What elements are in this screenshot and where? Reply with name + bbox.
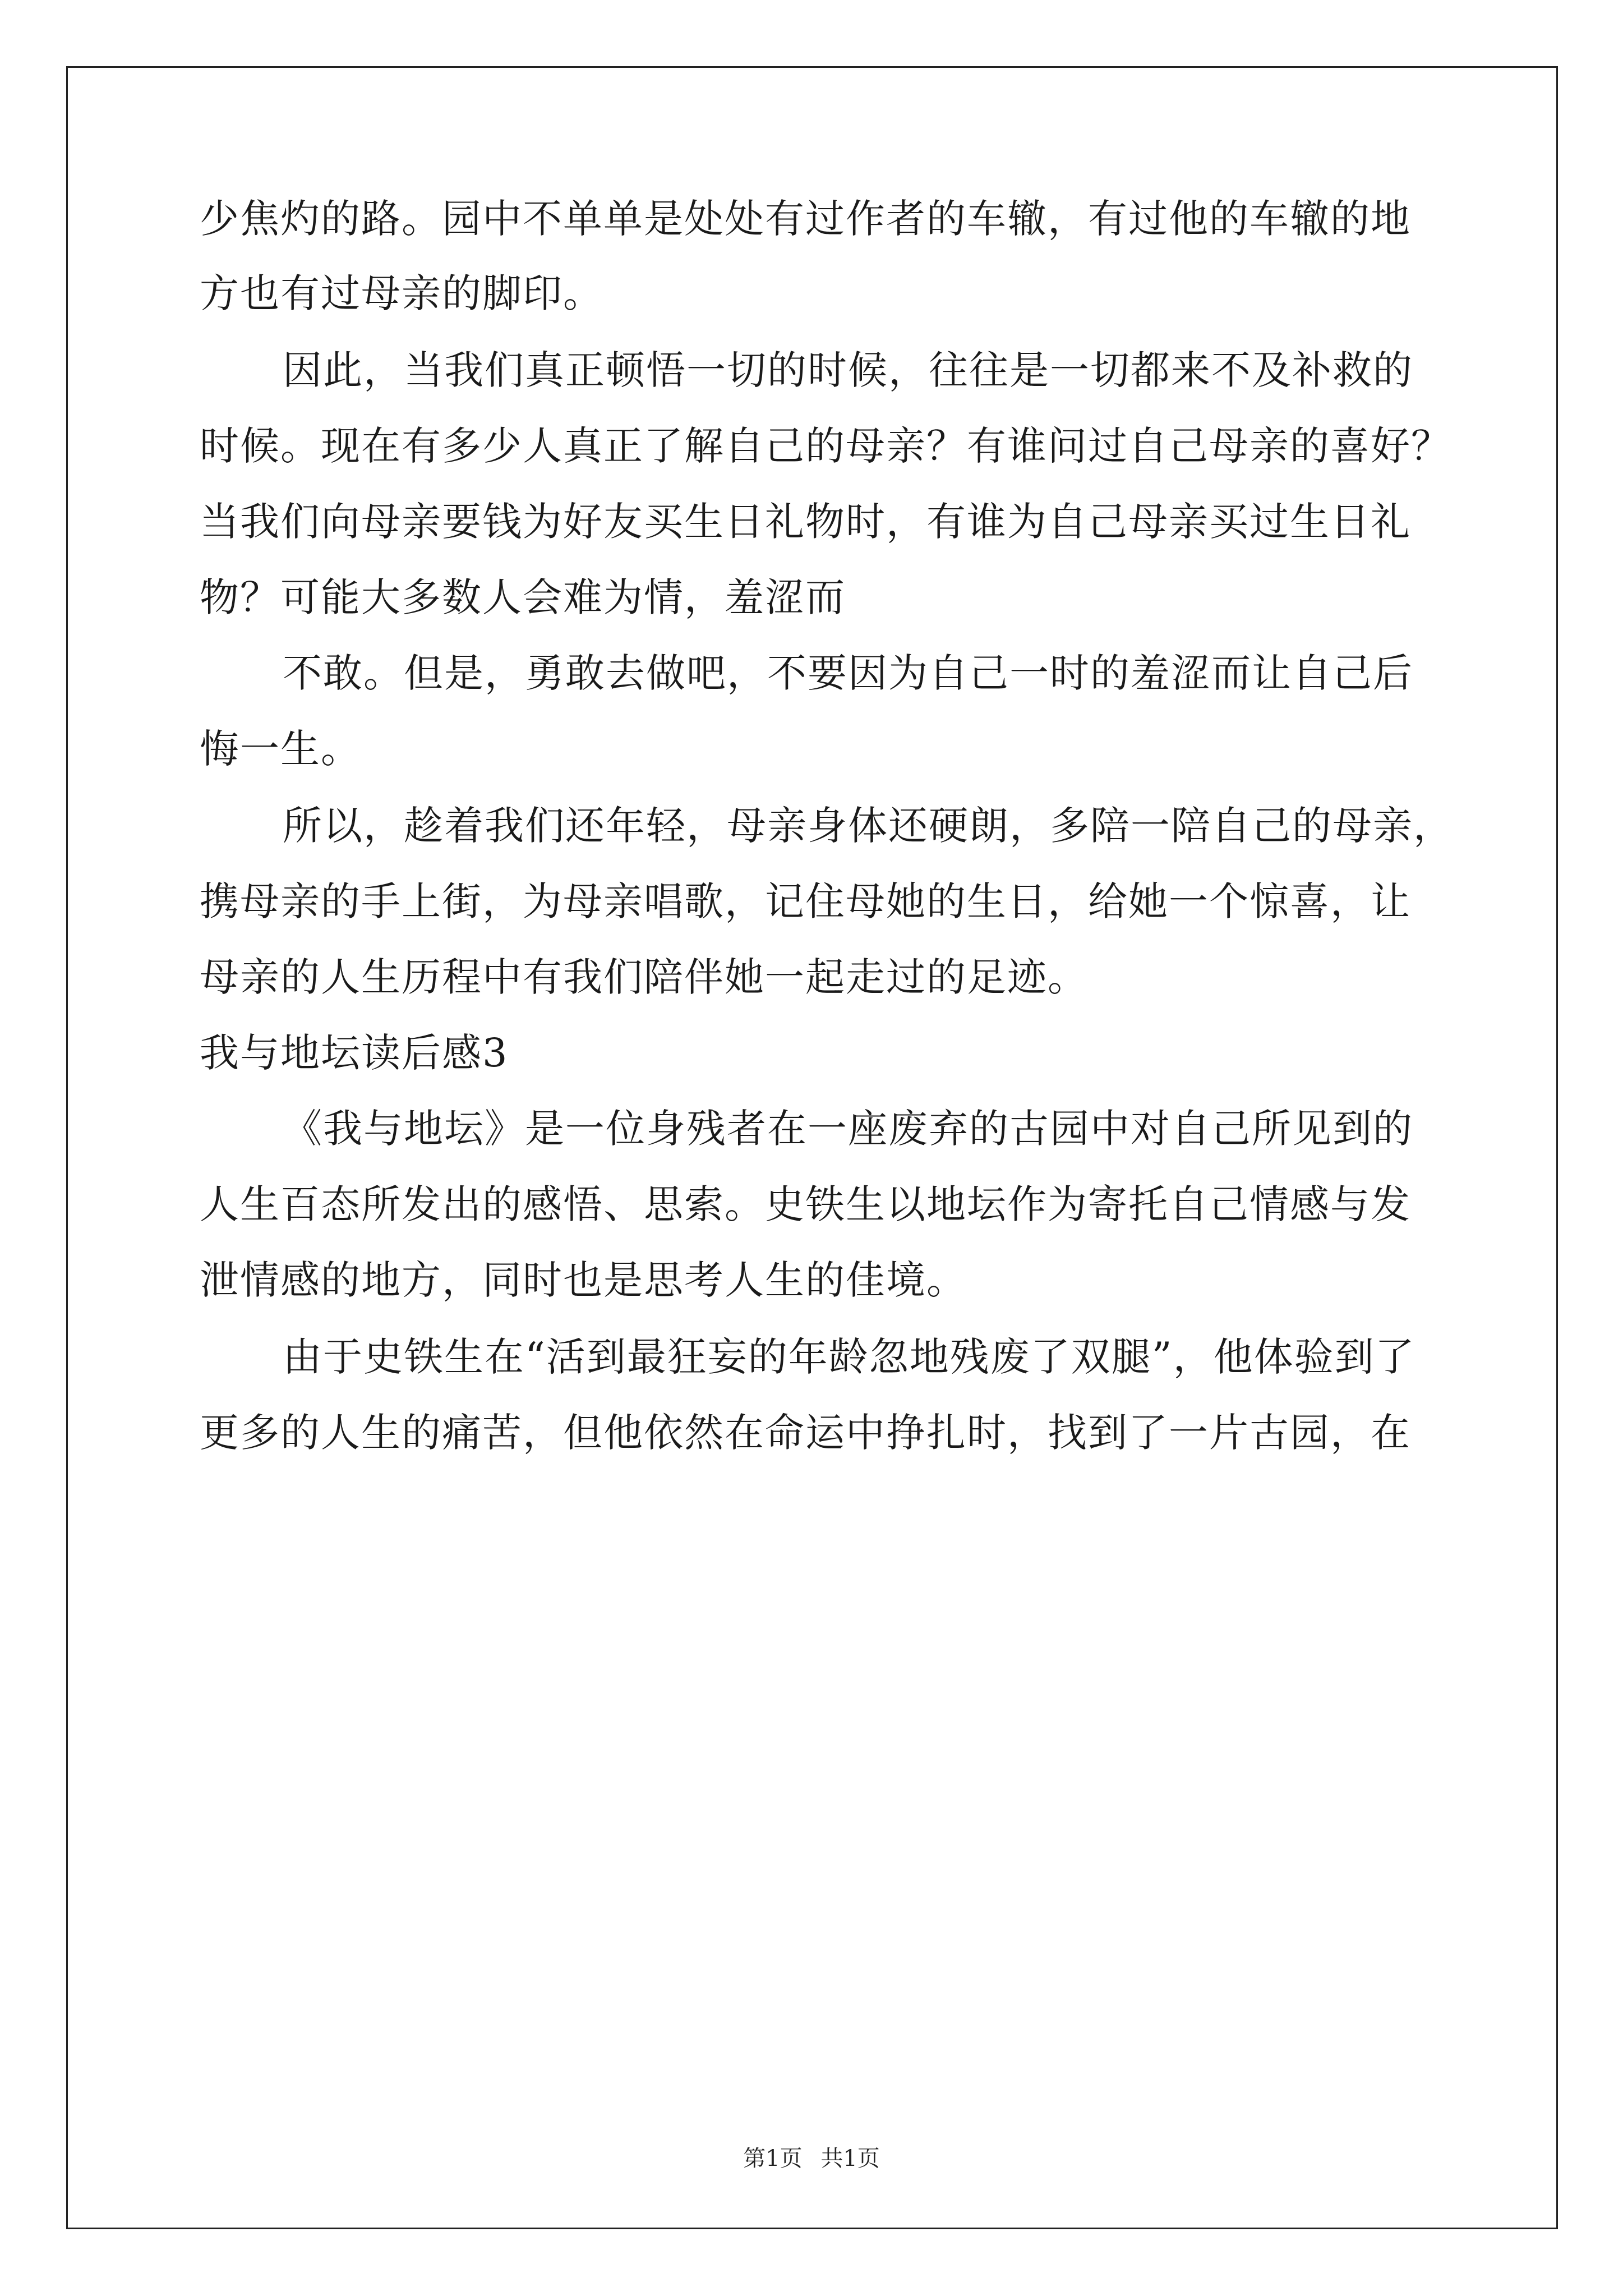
text-line: 少焦灼的路。园中不单单是处处有过作者的车辙，有过他的车辙的地	[200, 196, 1411, 242]
text-line: 更多的人生的痛苦，但他依然在命运中挣扎时，找到了一片古园，在	[200, 1410, 1411, 1456]
text-line: 泄情感的地方，同时也是思考人生的佳境。	[200, 1257, 967, 1303]
paragraph-first-line: 由于史铁生在“活到最狂妄的年龄忽地残废了双腿”，他体验到了	[283, 1334, 1415, 1380]
text-line: 方也有过母亲的脚印。	[200, 270, 603, 316]
section-heading: 我与地坛读后感3	[200, 1030, 509, 1076]
page-total: 共1页	[820, 2146, 880, 2171]
text-line: 物？可能大多数人会难为情，羞涩而	[200, 574, 846, 620]
paragraph-first-line: 所以，趁着我们还年轻，母亲身体还硬朗，多陪一陪自己的母亲，	[283, 803, 1454, 849]
text-line: 时候。现在有多少人真正了解自己的母亲？有谁问过自己母亲的喜好？	[200, 423, 1451, 469]
text-line: 人生百态所发出的感悟、思索。史铁生以地坛作为寄托自己情感与发	[200, 1181, 1411, 1227]
paragraph-first-line: 《我与地坛》是一位身残者在一座废弃的古园中对自己所见到的	[283, 1106, 1413, 1152]
paragraph-first-line: 因此，当我们真正顿悟一切的时候，往往是一切都来不及补救的	[283, 347, 1413, 393]
text-line: 悔一生。	[200, 726, 361, 772]
page-footer	[0, 2142, 1623, 2175]
text-line: 当我们向母亲要钱为好友买生日礼物时，有谁为自己母亲买过生日礼	[200, 499, 1411, 545]
text-line: 母亲的人生历程中有我们陪伴她一起走过的足迹。	[200, 954, 1088, 1000]
text-line: 携母亲的手上街，为母亲唱歌，记住母她的生日，给她一个惊喜，让	[200, 878, 1411, 924]
paragraph-first-line: 不敢。但是，勇敢去做吧，不要因为自己一时的羞涩而让自己后	[283, 650, 1413, 696]
page-number: 第1页	[743, 2146, 803, 2171]
